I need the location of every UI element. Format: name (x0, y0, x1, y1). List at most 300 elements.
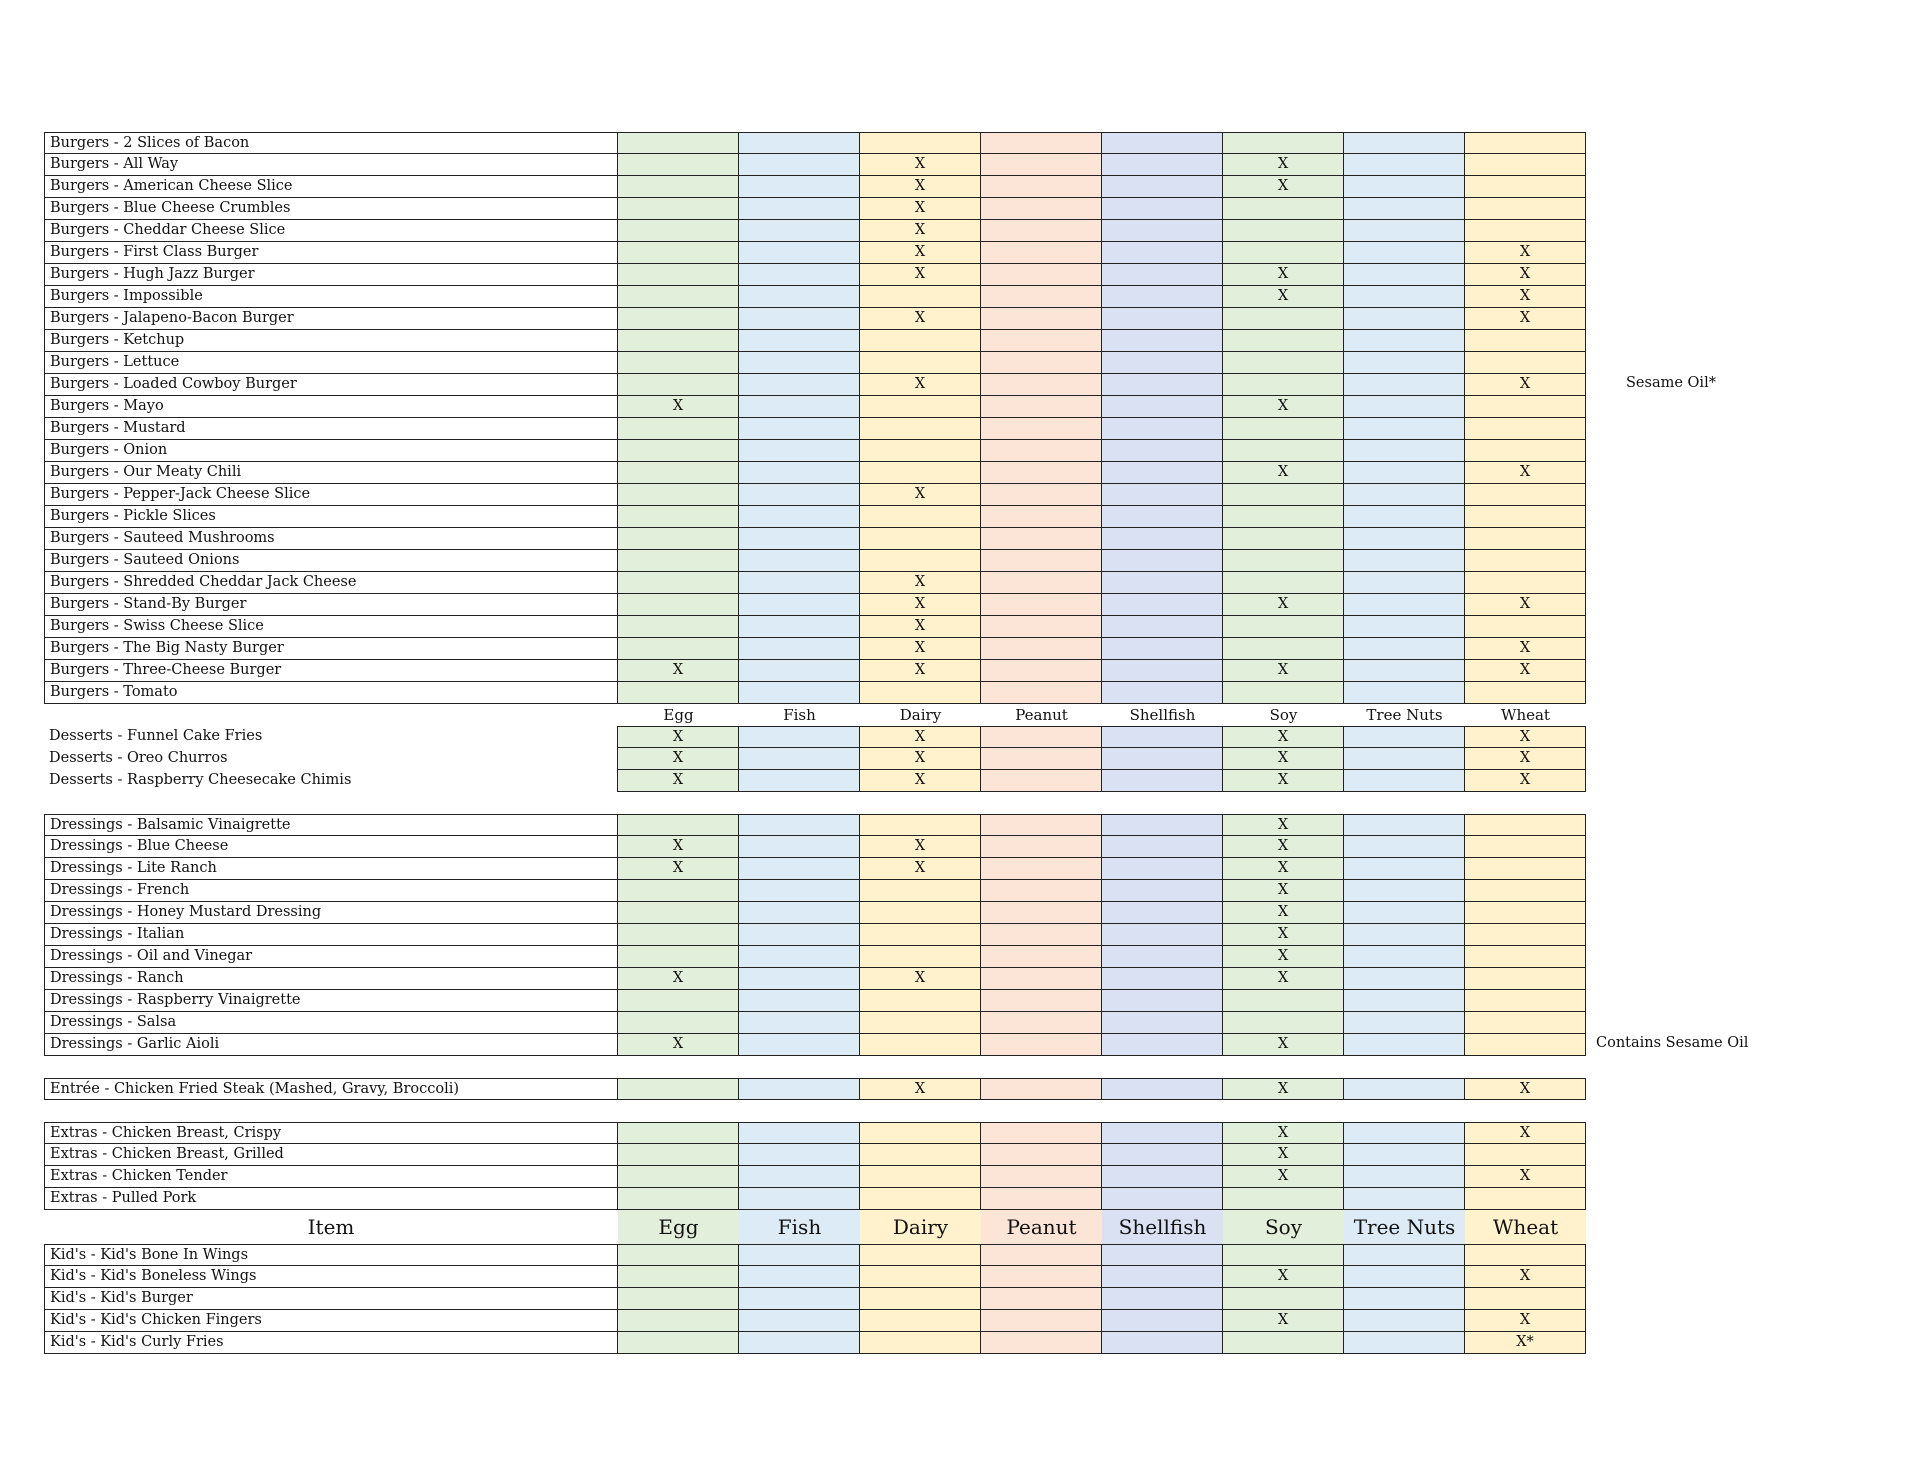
allergen-cell-wheat (1465, 836, 1586, 858)
allergen-cell-shellfish (1102, 1166, 1223, 1188)
menu-item-name: Dressings - Garlic Aioli (44, 1034, 618, 1056)
menu-item-name: Burgers - Onion (44, 440, 618, 462)
allergen-cell-treenuts (1344, 352, 1465, 374)
allergen-cell-fish (739, 352, 860, 374)
allergen-cell-egg (618, 154, 739, 176)
allergen-cell-fish (739, 264, 860, 286)
allergen-cell-dairy (860, 1012, 981, 1034)
allergen-cell-shellfish (1102, 902, 1223, 924)
allergen-cell-treenuts (1344, 1310, 1465, 1332)
allergen-cell-peanut (981, 572, 1102, 594)
table-row (44, 770, 1586, 792)
allergen-cell-dairy: X (860, 770, 981, 792)
allergen-cell-soy: X (1223, 770, 1344, 792)
allergen-cell-peanut (981, 1144, 1102, 1166)
allergen-cell-egg (618, 638, 739, 660)
allergen-cell-wheat: X (1465, 770, 1586, 792)
allergen-cell-wheat (1465, 352, 1586, 374)
allergen-cell-egg (618, 506, 739, 528)
allergen-cell-treenuts (1344, 682, 1465, 704)
allergen-header-treenuts: Tree Nuts (1366, 706, 1443, 724)
allergen-cell-peanut (981, 880, 1102, 902)
allergen-cell-dairy: X (860, 374, 981, 396)
column-header-row (44, 1210, 1586, 1244)
allergen-cell-treenuts (1344, 286, 1465, 308)
allergen-cell-dairy (860, 946, 981, 968)
allergen-cell-egg (618, 814, 739, 836)
allergen-cell-soy (1223, 1188, 1344, 1210)
allergen-cell-wheat (1465, 880, 1586, 902)
allergen-cell-fish (739, 1310, 860, 1332)
allergen-cell-soy (1223, 1332, 1344, 1354)
table-row (44, 946, 1586, 968)
allergen-cell-egg (618, 198, 739, 220)
table-row (44, 1332, 1586, 1354)
allergen-cell-soy (1223, 220, 1344, 242)
allergen-cell-treenuts (1344, 836, 1465, 858)
allergen-cell-soy: X (1223, 594, 1344, 616)
column-header-row-small (44, 704, 1586, 726)
allergen-cell-shellfish (1102, 616, 1223, 638)
menu-item-name: Extras - Chicken Tender (44, 1166, 618, 1188)
allergen-cell-fish (739, 1188, 860, 1210)
table-row (44, 264, 1586, 286)
allergen-cell-fish (739, 814, 860, 836)
allergen-cell-dairy: X (860, 242, 981, 264)
menu-item-name: Burgers - American Cheese Slice (44, 176, 618, 198)
allergen-cell-egg (618, 242, 739, 264)
table-row (44, 308, 1586, 330)
allergen-cell-dairy (860, 682, 981, 704)
allergen-cell-fish (739, 594, 860, 616)
allergen-cell-egg (618, 682, 739, 704)
allergen-cell-shellfish (1102, 286, 1223, 308)
allergen-cell-egg (618, 572, 739, 594)
allergen-cell-egg (618, 308, 739, 330)
table-row (44, 748, 1586, 770)
allergen-cell-shellfish (1102, 330, 1223, 352)
allergen-cell-shellfish (1102, 1078, 1223, 1100)
allergen-cell-fish (739, 132, 860, 154)
allergen-cell-fish (739, 154, 860, 176)
allergen-cell-egg (618, 484, 739, 506)
allergen-cell-fish (739, 528, 860, 550)
table-row (44, 1166, 1586, 1188)
allergen-cell-wheat: X (1465, 594, 1586, 616)
allergen-cell-wheat: X (1465, 1266, 1586, 1288)
allergen-cell-fish (739, 946, 860, 968)
allergen-cell-peanut (981, 264, 1102, 286)
table-row (44, 418, 1586, 440)
allergen-cell-dairy: X (860, 616, 981, 638)
allergen-cell-wheat: X (1465, 308, 1586, 330)
allergen-header-fish: Fish (783, 706, 816, 724)
allergen-cell-treenuts (1344, 902, 1465, 924)
allergen-cell-shellfish (1102, 308, 1223, 330)
allergen-cell-treenuts (1344, 462, 1465, 484)
allergen-cell-dairy: X (860, 572, 981, 594)
allergen-cell-fish (739, 1122, 860, 1144)
allergen-cell-egg (618, 902, 739, 924)
menu-item-name: Dressings - Salsa (44, 1012, 618, 1034)
allergen-cell-soy: X (1223, 264, 1344, 286)
allergen-cell-soy (1223, 1012, 1344, 1034)
allergen-cell-fish (739, 176, 860, 198)
allergen-cell-wheat (1465, 330, 1586, 352)
allergen-cell-peanut (981, 1332, 1102, 1354)
allergen-cell-egg (618, 1078, 739, 1100)
menu-item-name: Burgers - Lettuce (44, 352, 618, 374)
allergen-cell-soy (1223, 198, 1344, 220)
allergen-header-egg: Egg (663, 706, 694, 724)
table-row (44, 132, 1586, 154)
allergen-cell-dairy (860, 880, 981, 902)
allergen-cell-peanut (981, 550, 1102, 572)
allergen-cell-soy (1223, 528, 1344, 550)
allergen-cell-treenuts (1344, 550, 1465, 572)
allergen-cell-wheat (1465, 440, 1586, 462)
allergen-cell-shellfish (1102, 814, 1223, 836)
allergen-cell-peanut (981, 154, 1102, 176)
allergen-cell-egg (618, 1012, 739, 1034)
allergen-cell-peanut (981, 286, 1102, 308)
allergen-cell-shellfish (1102, 880, 1223, 902)
allergen-cell-fish (739, 1288, 860, 1310)
table-row (44, 286, 1586, 308)
allergen-cell-shellfish (1102, 374, 1223, 396)
allergen-cell-dairy: X (860, 836, 981, 858)
allergen-cell-dairy: X (860, 726, 981, 748)
allergen-cell-fish (739, 880, 860, 902)
allergen-cell-egg: X (618, 858, 739, 880)
table-row (44, 550, 1586, 572)
menu-item-name: Extras - Chicken Breast, Grilled (44, 1144, 618, 1166)
allergen-cell-dairy (860, 528, 981, 550)
allergen-cell-wheat: X (1465, 1078, 1586, 1100)
allergen-cell-treenuts (1344, 924, 1465, 946)
allergen-cell-dairy (860, 506, 981, 528)
allergen-cell-fish (739, 1332, 860, 1354)
table-row (44, 1310, 1586, 1332)
table-row (44, 1266, 1586, 1288)
allergen-cell-soy (1223, 638, 1344, 660)
allergen-cell-treenuts (1344, 968, 1465, 990)
table-row (44, 154, 1586, 176)
allergen-cell-wheat (1465, 396, 1586, 418)
allergen-cell-dairy (860, 286, 981, 308)
allergen-cell-wheat: X (1465, 748, 1586, 770)
allergen-cell-dairy: X (860, 176, 981, 198)
allergen-cell-fish (739, 1244, 860, 1266)
menu-item-name: Burgers - First Class Burger (44, 242, 618, 264)
table-row (44, 198, 1586, 220)
allergen-cell-treenuts (1344, 528, 1465, 550)
allergen-cell-treenuts (1344, 990, 1465, 1012)
allergen-cell-treenuts (1344, 726, 1465, 748)
allergen-cell-dairy: X (860, 484, 981, 506)
allergen-cell-wheat (1465, 946, 1586, 968)
allergen-cell-dairy: X (860, 264, 981, 286)
allergen-cell-treenuts (1344, 1266, 1465, 1288)
allergen-cell-dairy (860, 132, 981, 154)
allergen-cell-egg (618, 990, 739, 1012)
allergen-cell-soy: X (1223, 1266, 1344, 1288)
allergen-cell-treenuts (1344, 748, 1465, 770)
allergen-cell-shellfish (1102, 506, 1223, 528)
allergen-cell-peanut (981, 748, 1102, 770)
allergen-cell-peanut (981, 638, 1102, 660)
allergen-cell-soy: X (1223, 396, 1344, 418)
table-row (44, 880, 1586, 902)
allergen-cell-wheat (1465, 902, 1586, 924)
allergen-header-peanut: Peanut (981, 1210, 1102, 1244)
allergen-cell-fish (739, 968, 860, 990)
allergen-cell-peanut (981, 1288, 1102, 1310)
menu-item-name: Dressings - Honey Mustard Dressing (44, 902, 618, 924)
allergen-cell-soy: X (1223, 968, 1344, 990)
allergen-cell-shellfish (1102, 660, 1223, 682)
table-row (44, 616, 1586, 638)
allergen-cell-egg (618, 220, 739, 242)
allergen-cell-fish (739, 902, 860, 924)
allergen-cell-peanut (981, 1266, 1102, 1288)
table-row (44, 660, 1586, 682)
table-row (44, 682, 1586, 704)
allergen-cell-shellfish (1102, 242, 1223, 264)
table-row (44, 836, 1586, 858)
allergen-cell-soy: X (1223, 836, 1344, 858)
allergen-cell-soy: X (1223, 1166, 1344, 1188)
allergen-cell-egg (618, 880, 739, 902)
allergen-cell-peanut (981, 946, 1102, 968)
allergen-header-shellfish: Shellfish (1102, 1210, 1223, 1244)
table-row (44, 1244, 1586, 1266)
menu-item-name: Burgers - Jalapeno-Bacon Burger (44, 308, 618, 330)
allergen-cell-soy (1223, 572, 1344, 594)
allergen-cell-treenuts (1344, 440, 1465, 462)
allergen-cell-peanut (981, 968, 1102, 990)
allergen-cell-peanut (981, 682, 1102, 704)
allergen-cell-wheat (1465, 572, 1586, 594)
allergen-cell-soy (1223, 990, 1344, 1012)
allergen-cell-dairy (860, 418, 981, 440)
allergen-cell-shellfish (1102, 1144, 1223, 1166)
allergen-cell-wheat: X (1465, 242, 1586, 264)
allergen-cell-treenuts (1344, 220, 1465, 242)
allergen-cell-wheat: X (1465, 264, 1586, 286)
allergen-cell-treenuts (1344, 572, 1465, 594)
menu-item-name: Burgers - Our Meaty Chili (44, 462, 618, 484)
menu-item-name: Desserts - Funnel Cake Fries (44, 726, 618, 748)
allergen-cell-egg (618, 594, 739, 616)
allergen-cell-treenuts (1344, 1078, 1465, 1100)
allergen-cell-shellfish (1102, 1266, 1223, 1288)
allergen-cell-fish (739, 330, 860, 352)
allergen-cell-treenuts (1344, 198, 1465, 220)
allergen-cell-fish (739, 990, 860, 1012)
allergen-cell-shellfish (1102, 836, 1223, 858)
allergen-cell-wheat (1465, 1288, 1586, 1310)
allergen-cell-peanut (981, 528, 1102, 550)
table-row (44, 638, 1586, 660)
allergen-cell-egg: X (618, 1034, 739, 1056)
menu-item-name: Dressings - Balsamic Vinaigrette (44, 814, 618, 836)
allergen-cell-peanut (981, 594, 1102, 616)
table-row (44, 858, 1586, 880)
allergen-cell-peanut (981, 1078, 1102, 1100)
menu-item-name: Burgers - Tomato (44, 682, 618, 704)
allergen-cell-egg (618, 1244, 739, 1266)
allergen-cell-fish (739, 440, 860, 462)
allergen-cell-peanut (981, 814, 1102, 836)
allergen-cell-treenuts (1344, 1034, 1465, 1056)
allergen-cell-peanut (981, 616, 1102, 638)
allergen-cell-fish (739, 660, 860, 682)
allergen-cell-egg (618, 374, 739, 396)
allergen-cell-wheat (1465, 132, 1586, 154)
allergen-cell-wheat (1465, 1244, 1586, 1266)
allergen-cell-dairy (860, 902, 981, 924)
allergen-cell-shellfish (1102, 1332, 1223, 1354)
allergen-cell-fish (739, 638, 860, 660)
allergen-cell-shellfish (1102, 484, 1223, 506)
allergen-cell-soy (1223, 308, 1344, 330)
allergen-cell-soy: X (1223, 814, 1344, 836)
allergen-cell-soy (1223, 550, 1344, 572)
table-row (44, 902, 1586, 924)
allergen-cell-soy: X (1223, 1034, 1344, 1056)
allergen-cell-soy: X (1223, 660, 1344, 682)
allergen-cell-fish (739, 1078, 860, 1100)
allergen-cell-peanut (981, 506, 1102, 528)
allergen-cell-soy (1223, 418, 1344, 440)
table-row (44, 242, 1586, 264)
allergen-cell-shellfish (1102, 1188, 1223, 1210)
allergen-cell-wheat: X (1465, 660, 1586, 682)
allergen-cell-treenuts (1344, 616, 1465, 638)
allergen-cell-shellfish (1102, 176, 1223, 198)
allergen-cell-egg (618, 1310, 739, 1332)
allergen-cell-wheat (1465, 506, 1586, 528)
blank-header-cell (44, 704, 618, 726)
table-row (44, 1144, 1586, 1166)
menu-item-name: Dressings - Lite Ranch (44, 858, 618, 880)
allergen-header-wheat: Wheat (1501, 706, 1550, 724)
menu-item-name: Desserts - Raspberry Cheesecake Chimis (44, 770, 618, 792)
allergen-cell-egg (618, 1122, 739, 1144)
allergen-cell-egg: X (618, 968, 739, 990)
allergen-cell-wheat: X (1465, 1122, 1586, 1144)
allergen-cell-dairy (860, 1188, 981, 1210)
allergen-cell-fish (739, 836, 860, 858)
allergen-cell-soy (1223, 374, 1344, 396)
allergen-cell-dairy: X (860, 308, 981, 330)
menu-item-name: Burgers - Ketchup (44, 330, 618, 352)
allergen-cell-shellfish (1102, 198, 1223, 220)
allergen-cell-shellfish (1102, 154, 1223, 176)
allergen-cell-wheat: X (1465, 286, 1586, 308)
allergen-cell-fish (739, 462, 860, 484)
allergen-cell-egg (618, 132, 739, 154)
table-row (44, 484, 1586, 506)
table-row (44, 814, 1586, 836)
allergen-cell-wheat (1465, 924, 1586, 946)
menu-item-name: Kid's - Kid's Bone In Wings (44, 1244, 618, 1266)
allergen-cell-fish (739, 220, 860, 242)
allergen-cell-fish (739, 1012, 860, 1034)
allergen-cell-wheat (1465, 1144, 1586, 1166)
allergen-cell-shellfish (1102, 132, 1223, 154)
allergen-cell-fish (739, 726, 860, 748)
allergen-cell-soy: X (1223, 286, 1344, 308)
allergen-cell-wheat: X (1465, 374, 1586, 396)
allergen-cell-fish (739, 286, 860, 308)
allergen-cell-dairy: X (860, 198, 981, 220)
table-row (44, 1188, 1586, 1210)
allergen-cell-peanut (981, 1034, 1102, 1056)
allergen-cell-dairy: X (860, 748, 981, 770)
allergen-cell-soy: X (1223, 902, 1344, 924)
allergen-cell-wheat (1465, 220, 1586, 242)
allergen-cell-dairy (860, 396, 981, 418)
allergen-cell-peanut (981, 1166, 1102, 1188)
allergen-cell-soy: X (1223, 1122, 1344, 1144)
allergen-cell-shellfish (1102, 968, 1223, 990)
allergen-header-soy: Soy (1223, 1210, 1344, 1244)
side-note: Contains Sesame Oil (1596, 1035, 1749, 1051)
menu-item-name: Burgers - Sauteed Mushrooms (44, 528, 618, 550)
allergen-cell-shellfish (1102, 924, 1223, 946)
allergen-cell-treenuts (1344, 1166, 1465, 1188)
allergen-cell-treenuts (1344, 1012, 1465, 1034)
allergen-cell-peanut (981, 418, 1102, 440)
allergen-cell-shellfish (1102, 396, 1223, 418)
allergen-cell-peanut (981, 242, 1102, 264)
allergen-cell-soy: X (1223, 176, 1344, 198)
menu-item-name: Burgers - Pepper-Jack Cheese Slice (44, 484, 618, 506)
allergen-cell-peanut (981, 374, 1102, 396)
allergen-cell-shellfish (1102, 264, 1223, 286)
allergen-cell-shellfish (1102, 682, 1223, 704)
menu-item-name: Burgers - All Way (44, 154, 618, 176)
allergen-cell-egg: X (618, 396, 739, 418)
allergen-cell-soy: X (1223, 726, 1344, 748)
allergen-cell-egg: X (618, 770, 739, 792)
allergen-cell-egg (618, 616, 739, 638)
allergen-cell-soy (1223, 132, 1344, 154)
allergen-cell-treenuts (1344, 506, 1465, 528)
allergen-cell-fish (739, 770, 860, 792)
allergen-cell-peanut (981, 176, 1102, 198)
allergen-cell-fish (739, 242, 860, 264)
allergen-cell-wheat (1465, 198, 1586, 220)
allergen-cell-egg (618, 924, 739, 946)
allergen-cell-egg (618, 264, 739, 286)
allergen-cell-wheat (1465, 418, 1586, 440)
allergen-cell-treenuts (1344, 264, 1465, 286)
allergen-cell-soy: X (1223, 1144, 1344, 1166)
allergen-cell-treenuts (1344, 660, 1465, 682)
allergen-cell-fish (739, 418, 860, 440)
allergen-cell-egg: X (618, 726, 739, 748)
allergen-cell-shellfish (1102, 1122, 1223, 1144)
allergen-cell-soy: X (1223, 924, 1344, 946)
allergen-cell-egg (618, 1188, 739, 1210)
menu-item-name: Burgers - Swiss Cheese Slice (44, 616, 618, 638)
allergen-cell-dairy (860, 330, 981, 352)
allergen-cell-peanut (981, 1244, 1102, 1266)
table-row (44, 462, 1586, 484)
